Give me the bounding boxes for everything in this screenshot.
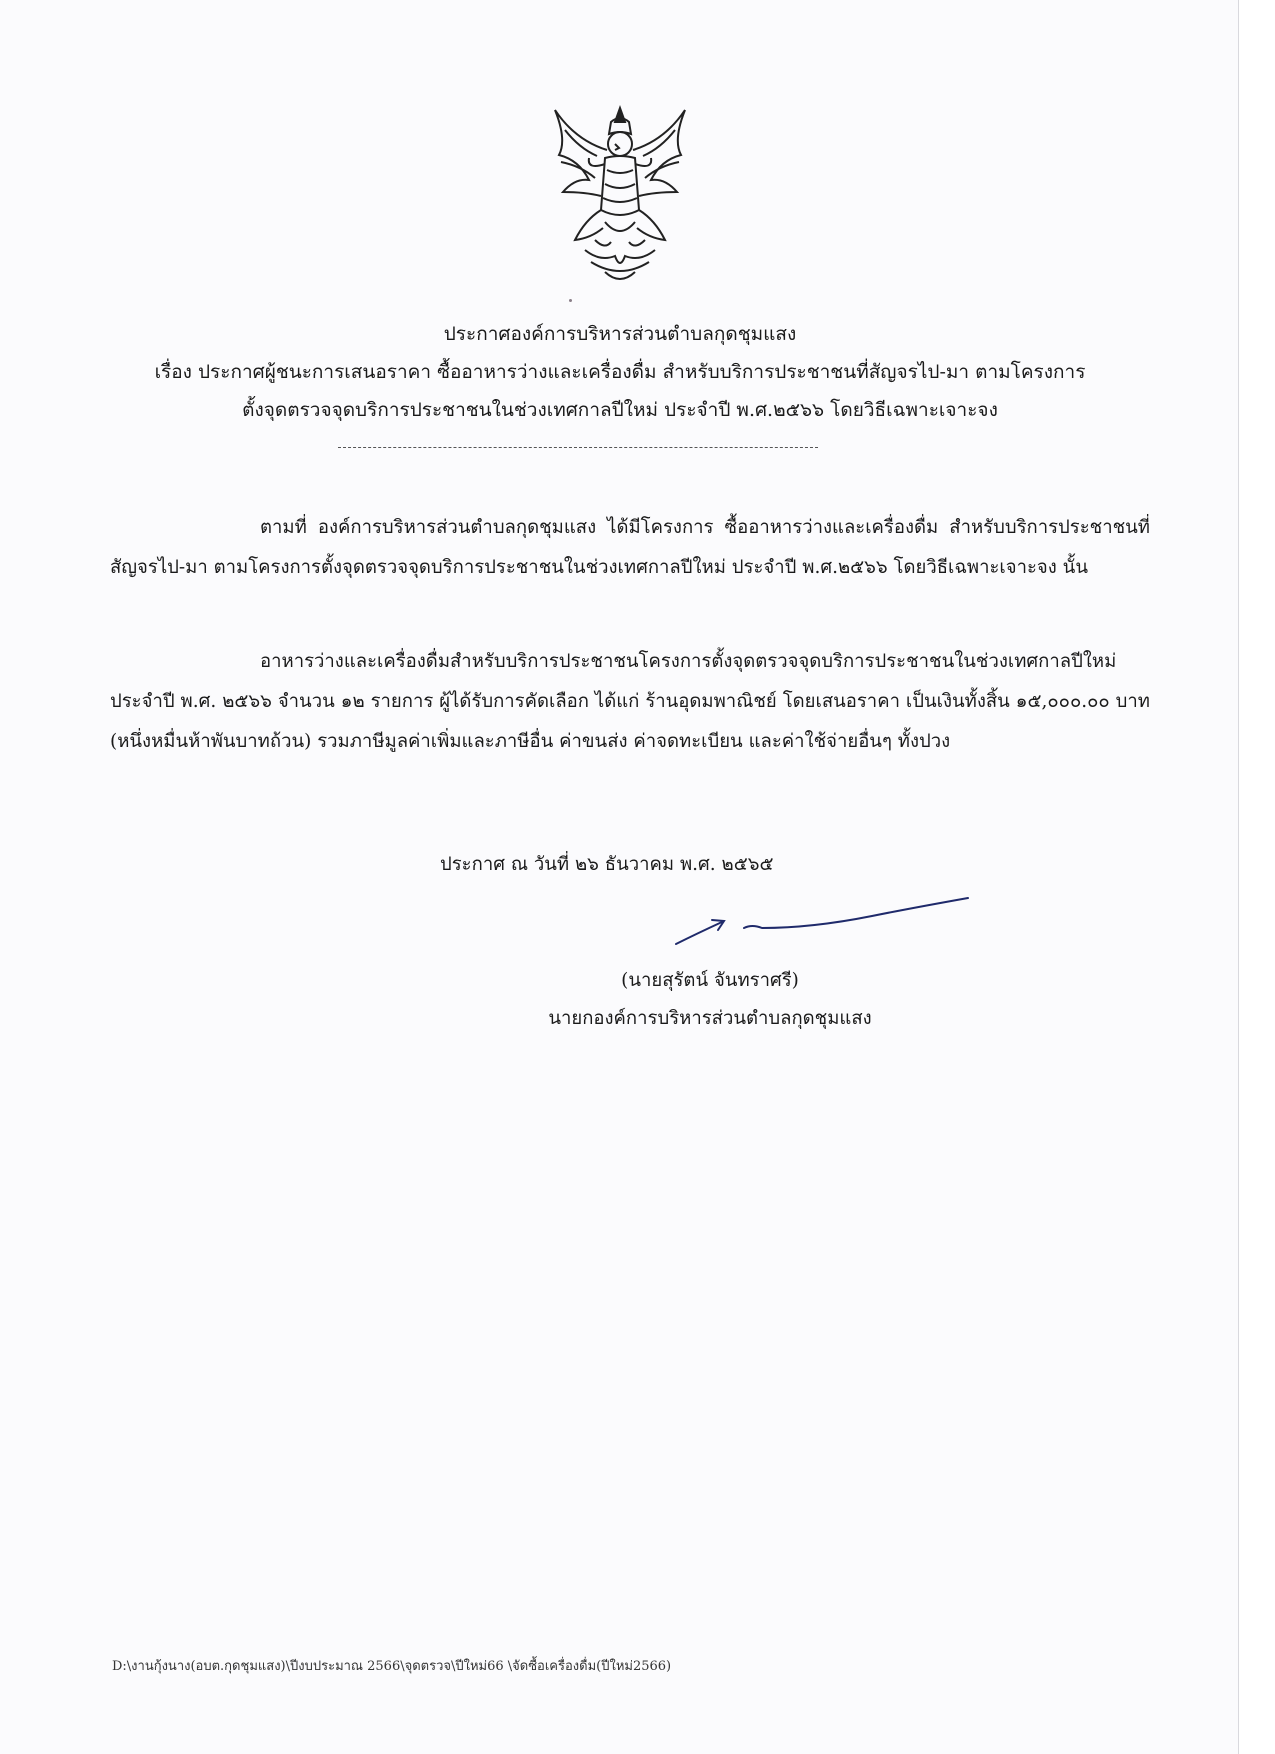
announcement-subject-continued: ตั้งจุดตรวจจุดบริการประชาชนในช่วงเทศกาลปีใหม่ ประจำปี พ.ศ.๒๕๖๖ โดยวิธีเฉพาะเจาะจง <box>242 399 998 421</box>
garuda-emblem-icon <box>545 100 695 290</box>
announcement-date: ประกาศ ณ วันที่ ๒๖ ธันวาคม พ.ศ. ๒๕๖๕ <box>440 854 774 875</box>
body-paragraph-2-text: อาหารว่างและเครื่องดื่มสำหรับบริการประชาชนโครงการตั้งจุดตรวจจุดบริการประชาชนในช่วงเทศกาลปีใหม่ ประจำปี พ.ศ. ๒๕๖๖ จำนวน ๑๒ รายการ ผู้ได้รับการคัดเลือก ได้แก่ ร้านอุดมพาณิชย์ โดยเสนอราคา เป็นเงินทั้งสิ้น ๑๕,๐๐๐.๐๐ บาท (หนึ่งหมื่นห้าพันบาทถ้วน) รวมภาษีมูลค่าเพิ่มและภาษีอื่น ค่าขนส่ง ค่าจดทะเบียน และค่าใช้จ่ายอื่นๆ ทั้งปวง <box>110 651 1150 752</box>
footer-file-path: D:\งานกุ้งนาง(อบต.กุดชุมแสง)\ปีงบประมาณ 2566\จุดตรวจ\ปีใหม่66 \จัดซื้อเครื่องดื่ม(ปีใหม่2566) <box>112 1659 672 1674</box>
body-paragraph-1 <box>110 508 1150 588</box>
body-paragraph-2 <box>110 642 1150 762</box>
handwritten-signature <box>672 890 972 950</box>
signer-title: นายกองค์การบริหารส่วนตำบลกุดชุมแสง <box>548 1008 872 1029</box>
announcement-title: ประกาศองค์การบริหารส่วนตำบลกุดชุมแสง <box>443 323 797 345</box>
announcement-subject: เรื่อง ประกาศผู้ชนะการเสนอราคา ซื้ออาหารว่างและเครื่องดื่ม สำหรับบริการประชาชนที่สัญจรไป-มา ตามโครงการ <box>154 361 1086 383</box>
paper-speck <box>569 299 572 302</box>
title-separator <box>338 447 818 448</box>
body-paragraph-1-text: ตามที่ องค์การบริหารส่วนตำบลกุดชุมแสง ได้มีโครงการ ซื้ออาหารว่างและเครื่องดื่ม สำหรับบริการประชาชนที่สัญจรไป-มา ตามโครงการตั้งจุดตรวจจุดบริการประชาชนในช่วงเทศกาลปีใหม่ ประจำปี พ.ศ.๒๕๖๖ โดยวิธีเฉพาะเจาะจง นั้น <box>110 517 1150 578</box>
signer-name: (นายสุรัตน์ จันทราศรี) <box>621 970 799 991</box>
page-edge-margin <box>1238 0 1275 1754</box>
